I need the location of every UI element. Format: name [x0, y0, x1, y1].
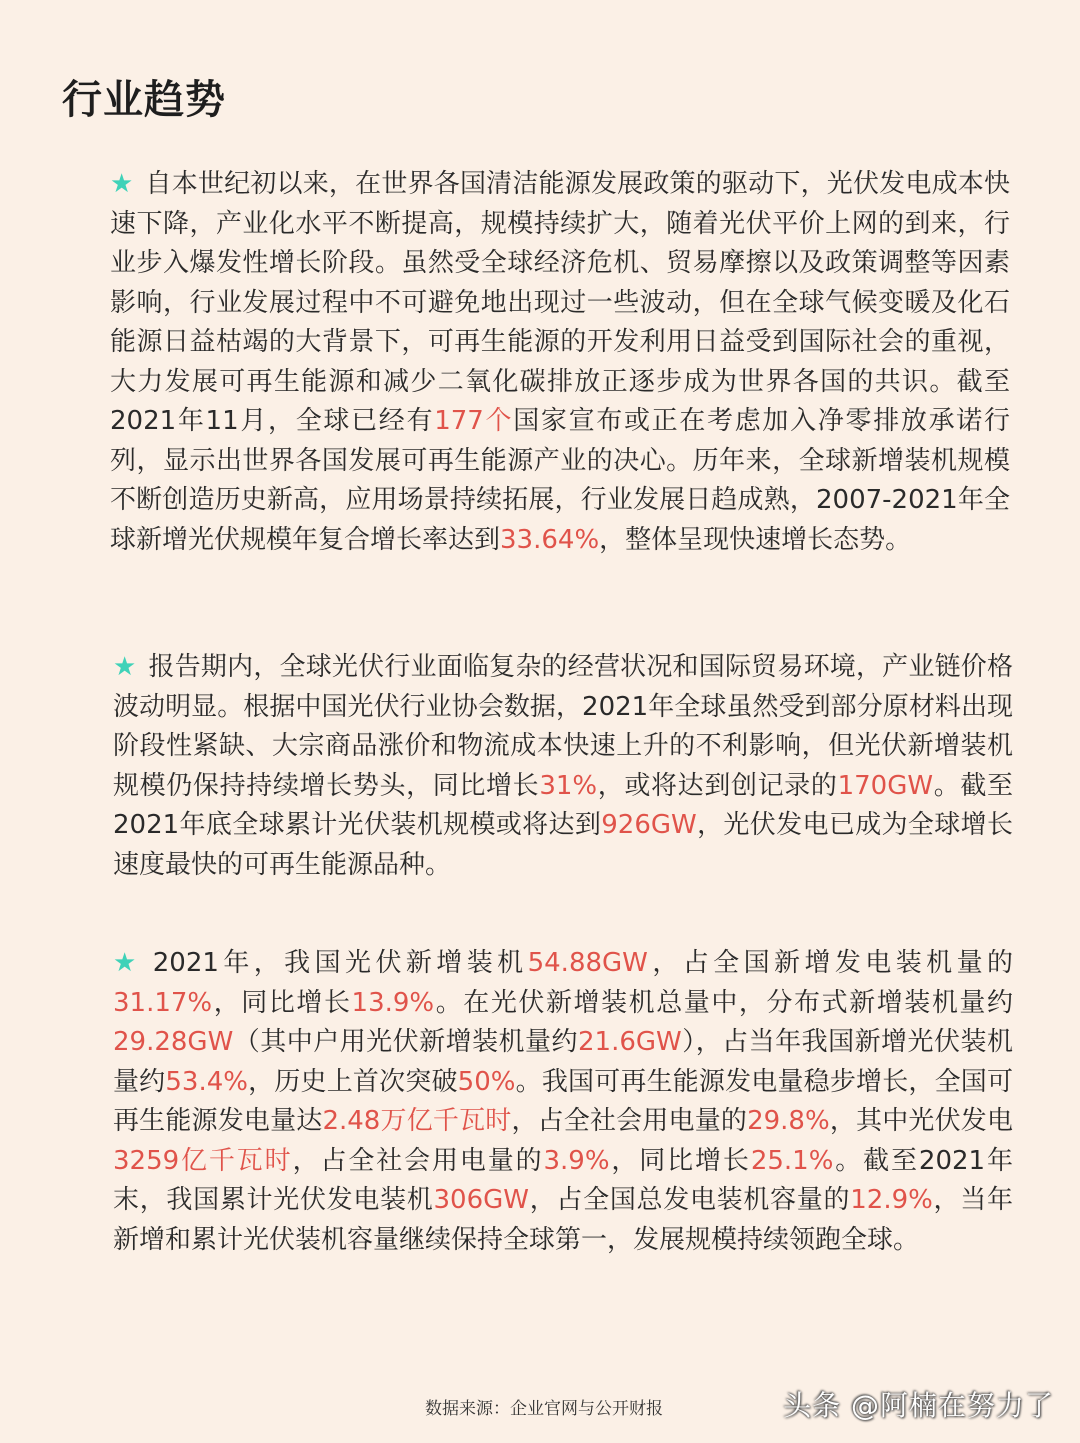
body-text: 。截至2021年末，我国累计光伏发电装机	[113, 1145, 1013, 1215]
highlight-value: 13.9%	[351, 987, 435, 1018]
highlight-value: 31%	[539, 770, 598, 801]
star-icon: ★	[113, 948, 141, 978]
highlight-value: 170GW	[837, 770, 934, 801]
data-source-note: 数据来源：企业官网与公开财报	[425, 1399, 663, 1419]
body-text: ，当年新增和累计光伏装机容量继续保持全球第一，发展规模持续领跑全球。	[113, 1185, 1013, 1255]
paragraph-china-2021	[113, 944, 1013, 1260]
body-text: ，光伏发电已成为全球增长速度最快的可再生能源品种。	[113, 810, 1013, 880]
body-text: 国家宣布或正在考虑加入净零排放承诺行列，显示出世界各国发展可再生能源产业的决心。历年来，全球新增装机规模不断创造历史新高，应用场景持续拓展，行业发展日趋成熟，2007-2021年全球新增光伏规模年复合增长率达到	[110, 406, 1010, 555]
paragraph-report-period	[113, 648, 1013, 885]
highlight-value: 50%	[457, 1066, 516, 1097]
highlight-value: 25.1%	[750, 1145, 834, 1176]
star-icon: ★	[113, 652, 137, 682]
paragraph-industry-growth	[110, 165, 1010, 560]
highlight-value: 2.48万亿千瓦时	[322, 1106, 512, 1136]
body-text: ，同比增长	[212, 987, 352, 1018]
highlight-value: 53.4%	[165, 1066, 248, 1097]
body-text: 。我国可再生能源发电量稳步增长，全国可再生能源发电量达	[113, 1066, 1013, 1136]
highlight-value: 31.17%	[113, 987, 213, 1018]
highlight-value: 3.9%	[543, 1145, 610, 1176]
body-text: ），占当年我国新增光伏装机量约	[113, 1027, 1013, 1097]
body-text: ，占全社会用电量的	[292, 1145, 544, 1176]
body-text: ，整体呈现快速增长态势。	[599, 524, 912, 555]
highlight-value: 21.6GW	[578, 1027, 682, 1057]
body-text: ，历史上首次突破	[247, 1066, 458, 1097]
highlight-value: 926GW	[601, 810, 697, 840]
highlight-value: 54.88GW	[527, 948, 648, 978]
highlight-value: 3259亿千瓦时	[113, 1145, 293, 1176]
highlight-value: 33.64%	[500, 524, 600, 555]
page-title: 行业趋势	[62, 77, 226, 123]
highlight-value: 29.8%	[747, 1106, 830, 1136]
body-text: 。在光伏新增装机总量中，分布式新增装机量约	[434, 987, 1013, 1018]
body-text: 自本世纪初以来，在世界各国清洁能源发展政策的驱动下，光伏发电成本快速下降，产业化水平不断提高，规模持续扩大，随着光伏平价上网的到来，行业步入爆发性增长阶段。虽然受全球经济危机、贸易摩擦以及政策调整等因素影响，行业发展过程中不可避免地出现过一些波动，但在全球气候变暖及化石能源日益枯竭的大背景下，可再生能源的开发利用日益受到国际社会的重视，大力发展可再生能源和减少二氧化碳排放正逐步成为世界各国的共识。截至2021年11月，全球已经有	[110, 169, 1010, 436]
body-text: ，占全社会用电量的	[511, 1106, 748, 1136]
body-text: ，其中光伏发电	[829, 1106, 1013, 1136]
body-text: 2021年，我国光伏新增装机	[152, 948, 528, 978]
body-text: （其中户用光伏新增装机量约	[233, 1027, 578, 1057]
highlight-value: 177个	[434, 406, 514, 436]
body-text: ，同比增长	[609, 1145, 751, 1176]
highlight-value: 12.9%	[850, 1185, 933, 1215]
watermark-label: 头条 @阿楠在努力了	[783, 1389, 1054, 1422]
highlight-value: 29.28GW	[113, 1027, 234, 1057]
body-text: ，或将达到创记录的	[597, 770, 838, 801]
body-text: ，占全国总发电装机容量的	[529, 1185, 851, 1215]
body-text: 报告期内，全球光伏行业面临复杂的经营状况和国际贸易环境，产业链价格波动明显。根据中国光伏行业协会数据，2021年全球虽然受到部分原材料出现阶段性紧缺、大宗商品涨价和物流成本快速上升的不利影响，但光伏新增装机规模仍保持持续增长势头，同比增长	[113, 652, 1013, 801]
star-icon: ★	[110, 169, 134, 199]
body-text: ，占全国新增发电装机量的	[647, 948, 1013, 978]
highlight-value: 306GW	[433, 1185, 529, 1215]
body-text: 。截至2021年底全球累计光伏装机规模或将达到	[113, 770, 1013, 840]
